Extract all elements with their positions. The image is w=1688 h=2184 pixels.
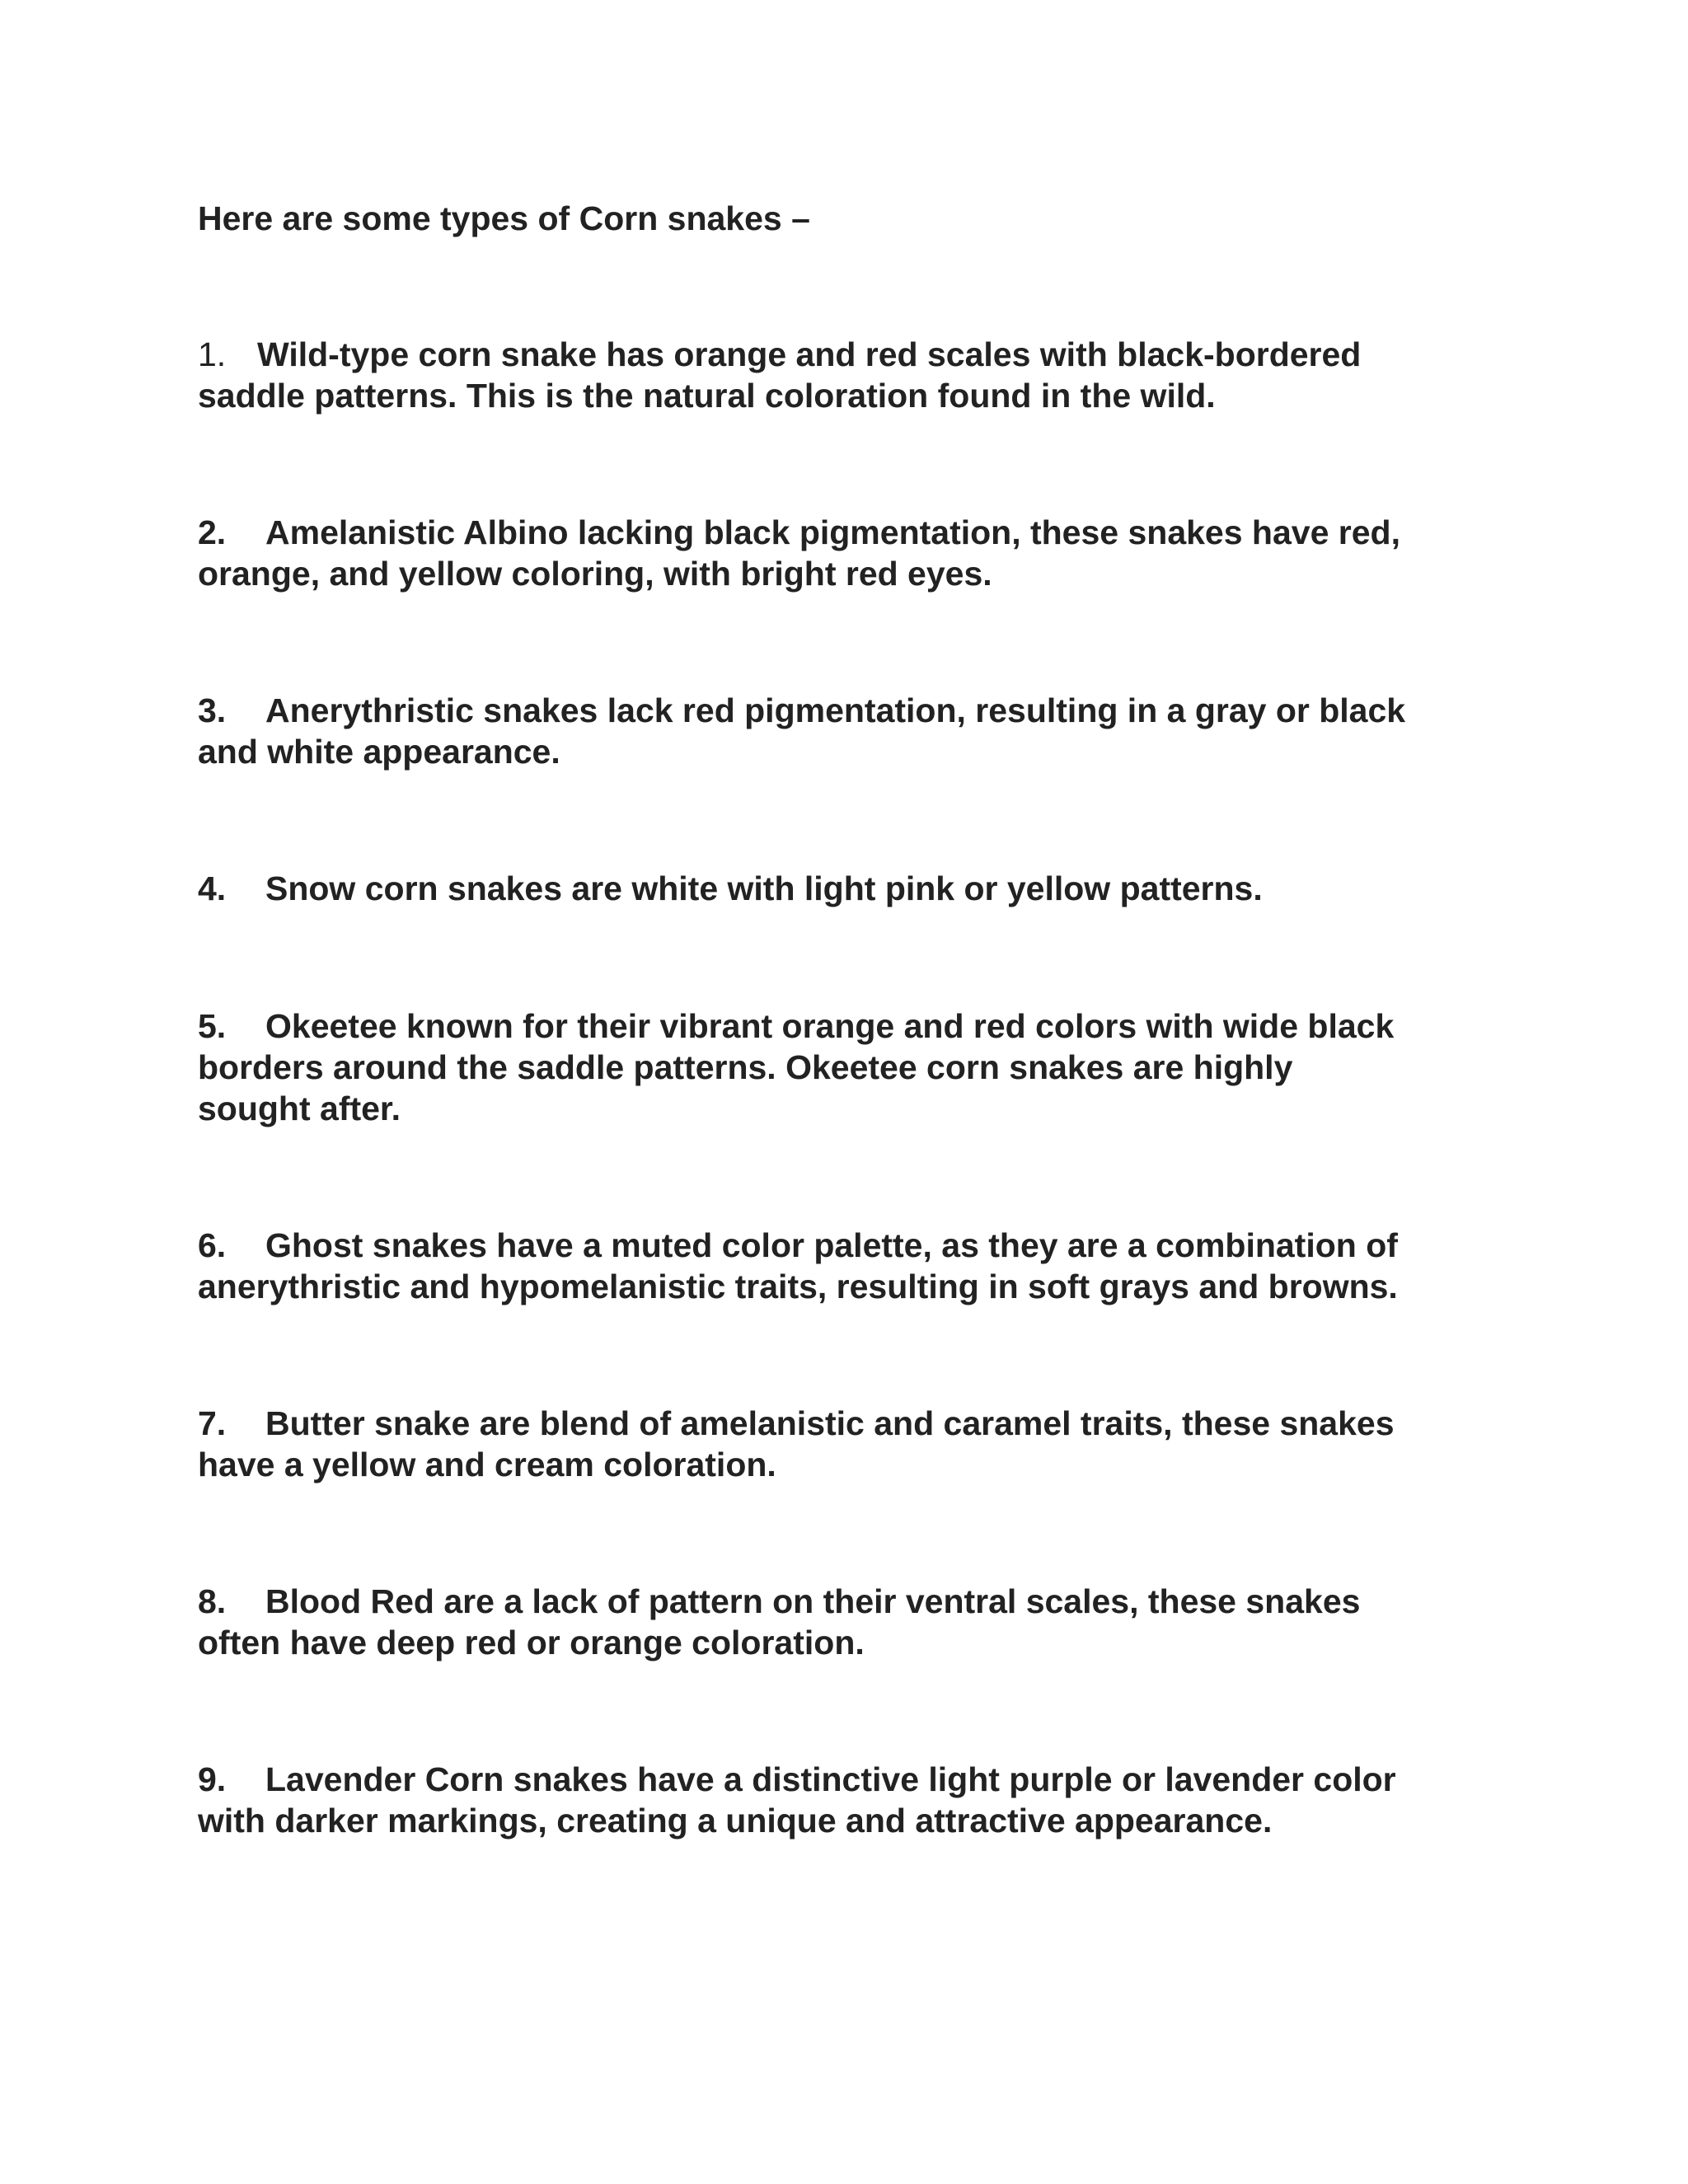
list-item-6-line-1: 6. Ghost snakes have a muted color palette, as they are a combination of [198,1226,1398,1264]
list-item-5-line-1: 5. Okeetee known for their vibrant orange and red colors with wide black [198,1007,1395,1045]
list-item-9-line-1: 9. Lavender Corn snakes have a distinctive light purple or lavender color [198,1760,1396,1798]
list-item-3-line-1: 3. Anerythristic snakes lack red pigmentation, resulting in a gray or black [198,691,1406,729]
list-item-5-line-3: sought after. [198,1090,401,1127]
list-item-5-number: 5. [198,1007,227,1045]
list-item-6-number: 6. [198,1226,227,1264]
list-item-4 [198,868,1263,909]
list-item-1 [198,334,1361,416]
list-item-2 [198,512,1400,594]
list-item-4-line-1: 4. Snow corn snakes are white with light pink or yellow patterns. [198,869,1263,907]
list-item-8-number: 8. [198,1582,227,1620]
list-item-2-line-1: 2. Amelanistic Albino lacking black pigmentation, these snakes have red, [198,513,1400,551]
list-item-7-line-1: 7. Butter snake are blend of amelanistic and caramel traits, these snakes [198,1404,1395,1442]
list-item-1-number: 1. [198,335,227,373]
list-item-1-line-2: saddle patterns. This is the natural coloration found in the wild. [198,377,1216,415]
list-item-9 [198,1759,1396,1841]
list-item-3-line-2: and white appearance. [198,733,560,771]
list-item-8 [198,1581,1360,1663]
list-item-6 [198,1225,1398,1307]
list-item-9-number: 9. [198,1760,227,1798]
list-item-8-line-1: 8. Blood Red are a lack of pattern on their ventral scales, these snakes [198,1582,1361,1620]
list-item-1-line-1: 1. Wild-type corn snake has orange and red scales with black-bordered [198,335,1362,373]
document-heading: Here are some types of Corn snakes – [198,199,810,237]
list-item-8-line-2: often have deep red or orange coloration. [198,1624,865,1661]
list-item-7-line-2: have a yellow and cream coloration. [198,1446,776,1483]
list-item-4-number: 4. [198,869,227,907]
list-item-7-number: 7. [198,1404,227,1442]
list-item-3-number: 3. [198,691,227,729]
list-item-2-line-2: orange, and yellow coloring, with bright red eyes. [198,555,992,593]
list-item-5-line-2: borders around the saddle patterns. Okeetee corn snakes are highly [198,1048,1293,1086]
list-item-2-number: 2. [198,513,227,551]
list-item-3 [198,690,1405,772]
list-item-7 [198,1403,1395,1485]
list-item-9-line-2: with darker markings, creating a unique and attractive appearance. [198,1802,1273,1840]
list-item-6-line-2: anerythristic and hypomelanistic traits, resulting in soft grays and browns. [198,1268,1398,1305]
list-item-5 [198,1005,1394,1129]
